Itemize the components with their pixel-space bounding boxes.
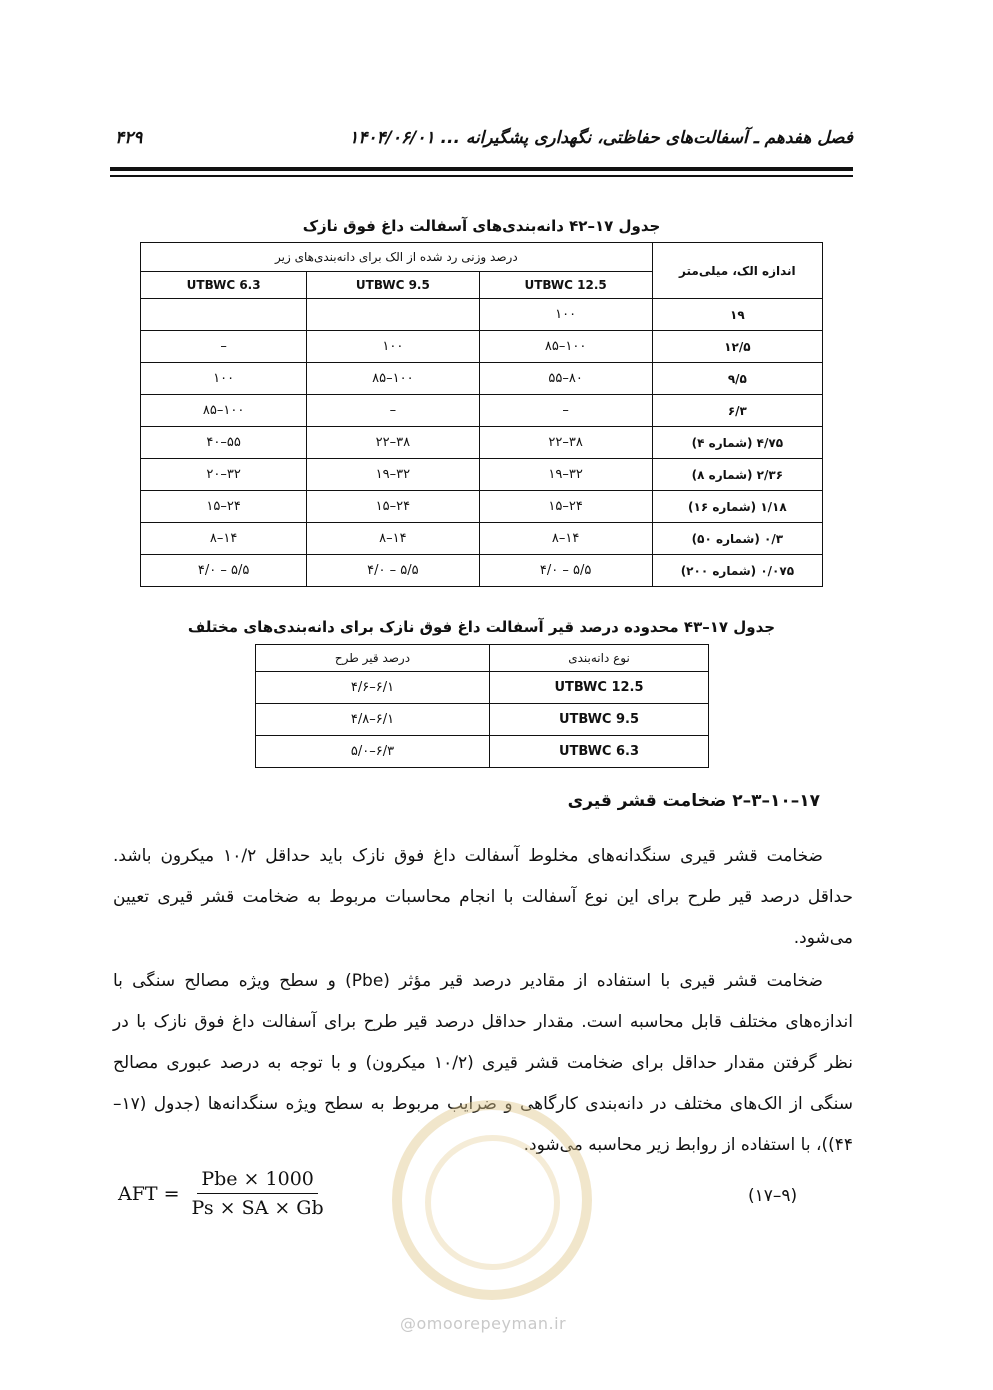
cell-utbwc63: – [141,331,307,363]
sieve-size-header: اندازه الک، میلی‌متر [652,243,822,299]
cell-utbwc63: ۱۰۰ [141,363,307,395]
cell-utbwc63: ۸۵–۱۰۰ [141,395,307,427]
cell-utbwc125: – [479,395,652,427]
cell-utbwc125: ۴/۰ – ۵/۵ [479,555,652,587]
table-row [141,459,823,491]
cell-binder: ۵/۰–۶/۳ [256,736,490,768]
cell-utbwc63: ۴/۰ – ۵/۵ [141,555,307,587]
aft-formula [118,1168,328,1219]
cell-type: UTBWC 6.3 [490,736,709,768]
col-header-type: نوع دانه‌بندی [490,645,709,672]
cell-type: UTBWC 12.5 [490,672,709,704]
cell-utbwc95: ۱۹–۳۲ [307,459,479,491]
cell-utbwc125: ۸۵–۱۰۰ [479,331,652,363]
cell-utbwc63: ۱۵–۲۴ [141,491,307,523]
watermark-site: @omoorepeyman.ir [400,1314,567,1333]
section-title: ۱۷–۱۰–۳–۲ ضخامت قشر قیری [567,791,820,811]
formula-lhs: AFT = [118,1182,180,1205]
cell-utbwc95: ۲۲–۳۸ [307,427,479,459]
cell-utbwc63: ۲۰–۳۲ [141,459,307,491]
col-header-utbwc63: UTBWC 6.3 [141,272,307,299]
header-rule-thick [110,167,853,171]
col-header-utbwc95: UTBWC 9.5 [307,272,479,299]
cell-sieve: ۰/۳ (شماره ۵۰) [652,523,822,555]
table-row [141,363,823,395]
cell-utbwc125: ۸–۱۴ [479,523,652,555]
watermark-seal-inner [425,1135,560,1270]
table-row [141,523,823,555]
cell-utbwc95: ۴/۰ – ۵/۵ [307,555,479,587]
paragraph: ضخامت قشر قیری سنگدانه‌های مخلوط آسفالت داغ فوق نازک باید حداقل ۱۰/۲ میکرون باشد. حداقل درصد قیر طرح برای این نوع آسفالت با انجام محاسبات مربوط به ضخامت قشر قیری تعیین می‌شود. [113,846,853,948]
cell-utbwc95: ۸–۱۴ [307,523,479,555]
chapter-header: فصل هفدهم ـ آسفالت‌های حفاظتی، نگهداری پشگیرانه ... ۱۴۰۴/۰۶/۰۱ [349,128,853,148]
cell-sieve: ۱۹ [652,299,822,331]
cell-utbwc63: ۸–۱۴ [141,523,307,555]
cell-utbwc125: ۱۰۰ [479,299,652,331]
cell-sieve: ۹/۵ [652,363,822,395]
cell-sieve: ۰/۰۷۵ (شماره ۲۰۰) [652,555,822,587]
cell-binder: ۴/۸–۶/۱ [256,704,490,736]
cell-utbwc95: ۱۵–۲۴ [307,491,479,523]
col-header-utbwc125: UTBWC 12.5 [479,272,652,299]
table2-caption: جدول ۱۷–۴۳ محدوده درصد قیر آسفالت داغ فوق نازک برای دانه‌بندی‌های مختلف [187,618,776,636]
cell-utbwc125: ۲۲–۳۸ [479,427,652,459]
cell-binder: ۴/۶–۶/۱ [256,672,490,704]
cell-type: UTBWC 9.5 [490,704,709,736]
table-row [141,395,823,427]
table-row [141,299,823,331]
cell-sieve: ۲/۳۶ (شماره ۸) [652,459,822,491]
cell-sieve: ۱/۱۸ (شماره ۱۶) [652,491,822,523]
formula-numerator: Pbe × 1000 [197,1168,318,1194]
equation-number: (۱۷–۹) [748,1186,798,1206]
formula-denominator: Ps × SA × Gb [191,1197,324,1219]
table-row [141,491,823,523]
formula-fraction [188,1168,328,1219]
table-row [141,427,823,459]
table-row [256,704,709,736]
cell-utbwc125: ۱۹–۳۲ [479,459,652,491]
page-number: ۴۲۹ [115,128,143,148]
col-header-binder: درصد قیر طرح [256,645,490,672]
cell-sieve: ۶/۳ [652,395,822,427]
table-row [141,555,823,587]
cell-utbwc125: ۱۵–۲۴ [479,491,652,523]
cell-utbwc95: ۱۰۰ [307,331,479,363]
header-rule-thin [110,175,853,177]
cell-sieve: ۱۲/۵ [652,331,822,363]
binder-content-table [255,644,709,768]
cell-utbwc95: ۸۵–۱۰۰ [307,363,479,395]
group-header: درصد وزنی رد شده از الک برای دانه‌بندی‌های زیر [141,243,653,272]
cell-utbwc63 [141,299,307,331]
table-row [256,736,709,768]
cell-sieve: ۴/۷۵ (شماره ۴) [652,427,822,459]
paragraph: ضخامت قشر قیری با استفاده از مقادیر درصد قیر مؤثر (Pbe) و سطح ویژه مصالح سنگی با اندازه‌های مختلف قابل محاسبه است. مقدار حداقل درصد قیر طرح برای آسفالت داغ فوق نازک با در نظر گرفتن مقدار حداقل برای ضخامت قشر قیری (۱۰/۲ میکرون) و با توجه به درصد عبوری مصالح سنگی از الک‌های مختلف در دانه‌بندی کارگاهی و ضرایب مربوط به سطح ویژه سنگدانه‌ها (جدول (۱۷–۴۴))، با استفاده از روابط زیر محاسبه می‌شود. [113,971,853,1155]
table-row [256,672,709,704]
cell-utbwc95: – [307,395,479,427]
cell-utbwc95 [307,299,479,331]
cell-utbwc125: ۵۵–۸۰ [479,363,652,395]
cell-utbwc63: ۴۰–۵۵ [141,427,307,459]
gradation-table [140,242,823,587]
table1-caption: جدول ۱۷–۴۲ دانه‌بندی‌های آسفالت داغ فوق نازک [302,217,661,235]
table-row [141,331,823,363]
